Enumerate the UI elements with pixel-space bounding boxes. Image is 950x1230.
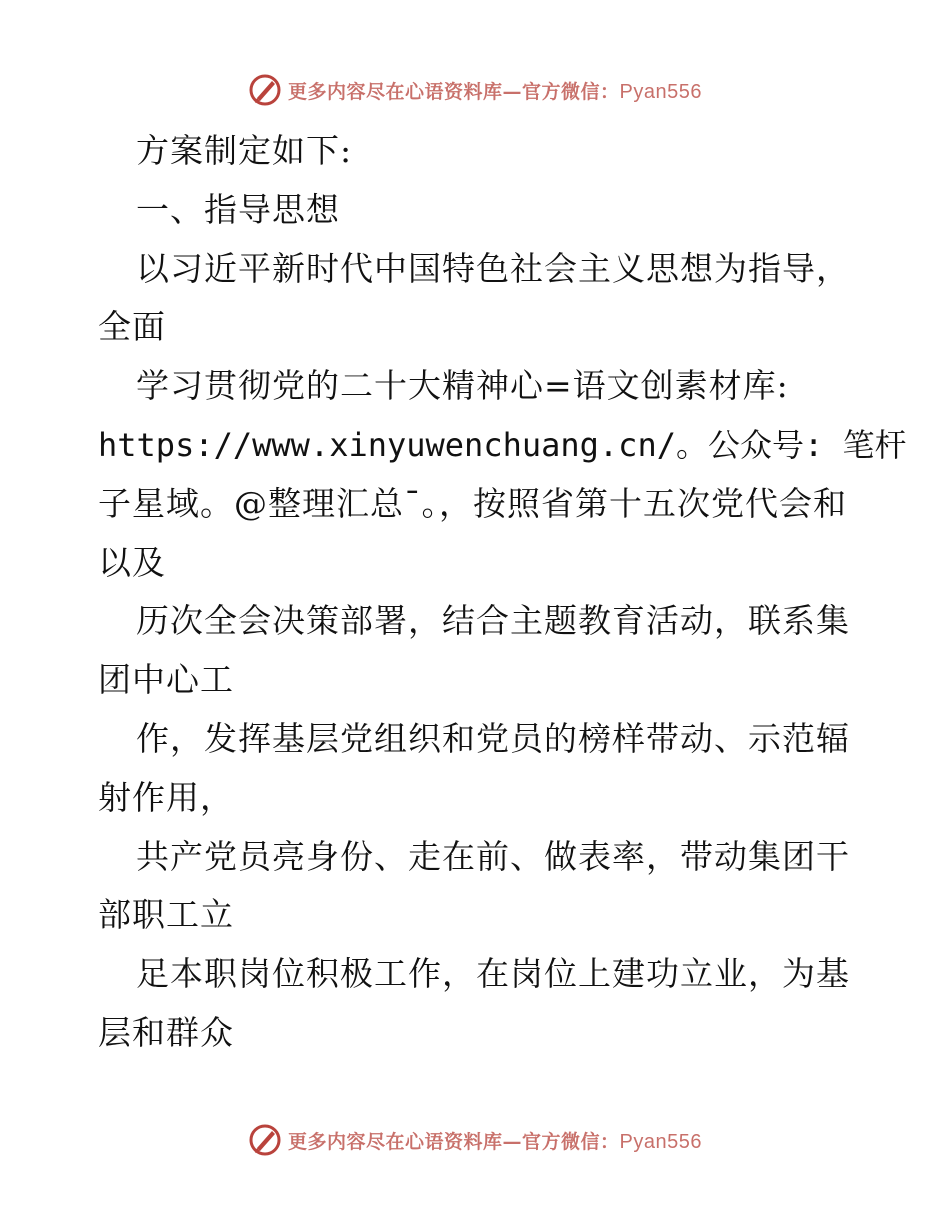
footer-banner-text: 更多内容尽在心语资料库—官方微信：Pyan556	[288, 1130, 702, 1153]
header-banner-handle: Pyan556	[619, 80, 702, 103]
text-line: 全面	[98, 307, 166, 347]
text-line: 子星域。@整理汇总¯。，按照省第十五次党代会和	[98, 483, 847, 523]
text-line: 历次全会决策部署，结合主题教育活动，联系集	[136, 601, 850, 641]
text-line: 团中心工	[98, 660, 234, 700]
text-line: 以习近平新时代中国特色社会主义思想为指导，	[136, 248, 850, 288]
text-line: 作，发挥基层党组织和党员的榜样带动、示范辐	[136, 718, 850, 758]
section-heading: 一、指导思想	[136, 189, 340, 229]
document-body	[98, 122, 907, 1063]
text-line: 以及	[98, 542, 166, 582]
text-line: 方案制定如下:	[136, 131, 353, 170]
pen-logo-icon	[248, 1123, 282, 1157]
text-line: 射作用，	[98, 777, 234, 817]
text-line: 学习贯彻党的二十大精神心=语文创素材库:	[136, 366, 789, 406]
header-banner-text: 更多内容尽在心语资料库—官方微信：Pyan556	[288, 80, 702, 103]
text-line: 部职工立	[98, 895, 234, 935]
pen-logo-icon	[248, 73, 282, 107]
text-line: 层和群众	[98, 1012, 234, 1052]
footer-banner	[0, 1120, 950, 1160]
footer-banner-handle: Pyan556	[619, 1130, 702, 1153]
text-line: 足本职岗位积极工作，在岗位上建功立业，为基	[136, 954, 850, 994]
text-line: 共产党员亮身份、走在前、做表率，带动集团干	[136, 836, 850, 876]
header-banner	[0, 70, 950, 110]
text-line-url: https://www.xinyuwenchuang.cn/。公众号: 笔杆	[98, 425, 907, 464]
